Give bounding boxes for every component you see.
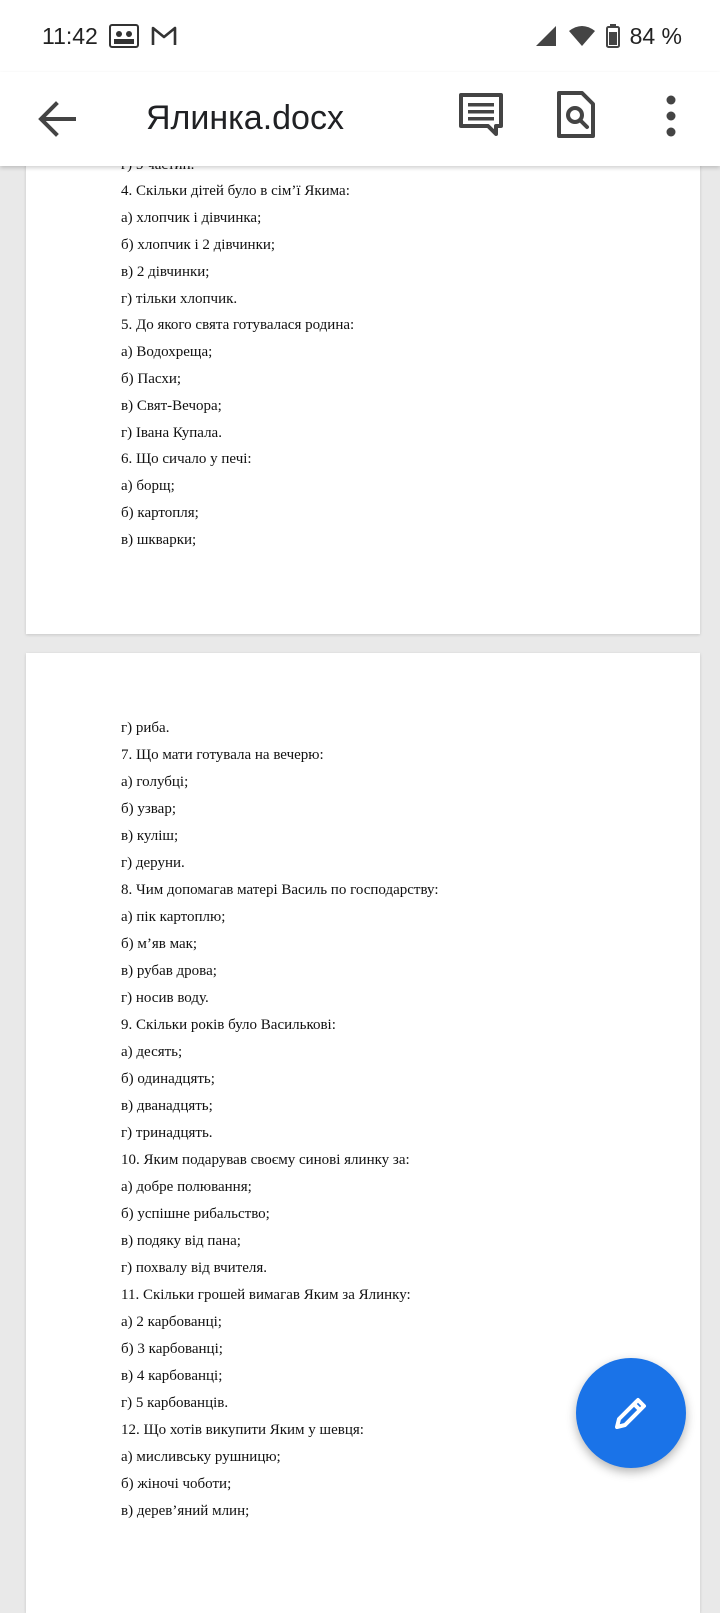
battery-icon (606, 24, 620, 48)
document-line: в) шкварки; (121, 532, 197, 548)
document-title: Ялинка.docx (146, 99, 344, 137)
document-line: а) десять; (121, 1044, 183, 1060)
document-line: 9. Скільки років було Василькові: (121, 1017, 336, 1033)
document-line: в) рубав дрова; (121, 963, 217, 979)
document-line: б) картопля; (121, 505, 199, 521)
edit-fab-button[interactable] (576, 1358, 686, 1468)
document-line: в) 2 дівчинки; (121, 264, 210, 280)
document-line: в) 4 карбованці; (121, 1368, 223, 1384)
document-line: б) м’яв мак; (121, 936, 198, 952)
document-line: а) хлопчик і дівчинка; (121, 210, 262, 226)
comments-button[interactable] (458, 90, 504, 140)
document-line: в) Свят-Вечора; (121, 398, 222, 414)
wifi-icon (568, 25, 596, 47)
document-line: б) хлопчик і 2 дівчинки; (121, 237, 276, 253)
document-line: б) одинадцять; (121, 1071, 215, 1087)
document-line: б) успішне рибальство; (121, 1206, 270, 1222)
status-left-icons (108, 23, 178, 49)
app-bar (0, 72, 720, 166)
signal-icon (534, 25, 558, 47)
document-line: а) борщ; (121, 478, 175, 494)
document-line: г) похвалу від вчителя. (121, 1260, 268, 1276)
document-line: в) подяку від пана; (121, 1233, 241, 1249)
document-line: 11. Скільки грошей вимагав Яким за Ялинку: (121, 1287, 411, 1303)
document-line: 6. Що сичало у печі: (121, 451, 252, 467)
document-line: г) риба. (121, 720, 170, 736)
gmail-icon (150, 24, 178, 48)
document-line: 10. Яким подарував своєму синові ялинку за: (121, 1152, 410, 1168)
status-right-icons (534, 23, 682, 50)
more-vert-icon (660, 90, 682, 142)
status-time: 11:42 (42, 22, 98, 49)
document-page-2 (26, 653, 700, 1613)
document-line: 12. Що хотів викупити Яким у шевця: (121, 1422, 364, 1438)
find-in-page-icon (556, 90, 596, 140)
document-line: 8. Чим допомагав матері Василь по господарству: (121, 882, 439, 898)
document-line: в) дванадцять; (121, 1098, 213, 1114)
notification-group-icon (108, 23, 140, 49)
document-line: б) жіночі чоботи; (121, 1476, 232, 1492)
document-line: в) дерев’яний млин; (121, 1503, 250, 1519)
document-line: б) Пасхи; (121, 371, 182, 387)
document-line: в) куліш; (121, 828, 179, 844)
arrow-back-icon (34, 96, 80, 142)
status-bar (0, 0, 720, 72)
pencil-icon (611, 1393, 651, 1433)
document-line: г) тільки хлопчик. (121, 291, 238, 307)
document-line: г) 5 карбованців. (121, 1395, 229, 1411)
document-line: 7. Що мати готувала на вечерю: (121, 747, 324, 763)
document-line: г) Івана Купала. (121, 425, 222, 441)
more-options-button[interactable] (660, 90, 682, 142)
document-line: б) узвар; (121, 801, 177, 817)
document-line: г) деруни. (121, 855, 185, 871)
back-button[interactable] (34, 96, 80, 142)
document-line: а) мисливську рушницю; (121, 1449, 281, 1465)
document-line: а) пік картоплю; (121, 909, 226, 925)
document-page-1 (26, 140, 700, 634)
document-line: 5. До якого свята готувалася родина: (121, 317, 355, 333)
document-line: г) носив воду. (121, 990, 209, 1006)
document-line: а) Водохреща; (121, 344, 213, 360)
document-line: б) 3 карбованці; (121, 1341, 223, 1357)
find-in-document-button[interactable] (556, 90, 596, 140)
document-line: г) тринадцять. (121, 1125, 213, 1141)
comment-icon (458, 90, 504, 140)
document-line: 4. Скільки дітей було в сім’ї Якима: (121, 183, 350, 199)
document-line: а) 2 карбованці; (121, 1314, 222, 1330)
document-line: а) добре полювання; (121, 1179, 252, 1195)
battery-percent: 84 % (629, 22, 682, 49)
document-line: а) голубці; (121, 774, 189, 790)
